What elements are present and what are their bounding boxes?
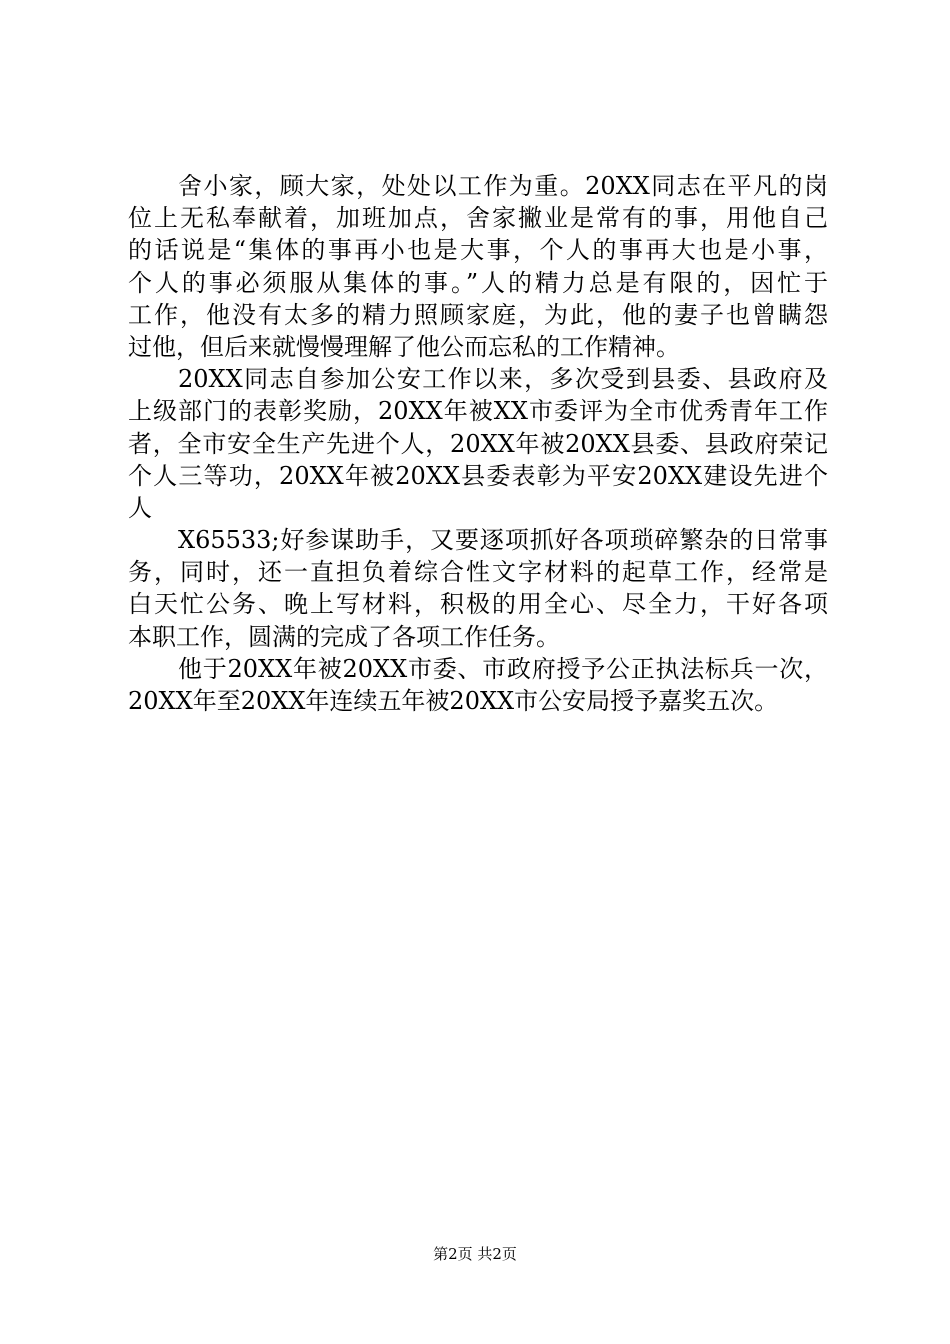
text-line: 舍小家，顾大家，处处以工作为重。20XX同志在平凡的岗 [178, 172, 828, 200]
text-line: 20XX年至20XX年连续五年被20XX市公安局授予嘉奖五次。 [128, 687, 779, 715]
text-line: 的话说是“集体的事再小也是大事，个人的事再大也是小事， [128, 236, 828, 265]
text-line: 本职工作，圆满的完成了各项工作任务。 [128, 622, 560, 651]
text-line: 个人三等功，20XX年被20XX县委表彰为平安20XX建设先进个 [128, 461, 828, 490]
text-line: 者，全市安全生产先进个人，20XX年被20XX县委、县政府荣记 [128, 429, 828, 458]
text-line: 务，同时，还一直担负着综合性文字材料的起草工作，经常是 [128, 558, 828, 587]
page-footer [0, 1244, 950, 1264]
text-line: 过他，但后来就慢慢理解了他公而忘私的工作精神。 [128, 332, 680, 361]
document-body [128, 170, 828, 717]
text-line: 个人的事必须服从集体的事。”人的精力总是有限的，因忙于 [128, 268, 828, 297]
text-line: X65533;好参谋助手，又要逐项抓好各项琐碎繁杂的日常事 [178, 526, 828, 555]
page-number-label: 第2页 共2页 [433, 1245, 517, 1263]
text-line: 人 [128, 493, 152, 522]
text-line: 工作，他没有太多的精力照顾家庭，为此，他的妻子也曾瞒怨 [128, 300, 828, 329]
text-line: 白天忙公务、晚上写材料，积极的用全心、尽全力，干好各项 [128, 590, 828, 619]
text-line: 他于20XX年被20XX市委、市政府授予公正执法标兵一次， [178, 654, 828, 683]
text-line: 上级部门的表彰奖励，20XX年被XX市委评为全市优秀青年工作 [128, 397, 828, 426]
text-line: 位上无私奉献着，加班加点，舍家撇业是常有的事，用他自己 [128, 204, 828, 233]
text-line: 20XX同志自参加公安工作以来，多次受到县委、县政府及 [178, 365, 828, 394]
